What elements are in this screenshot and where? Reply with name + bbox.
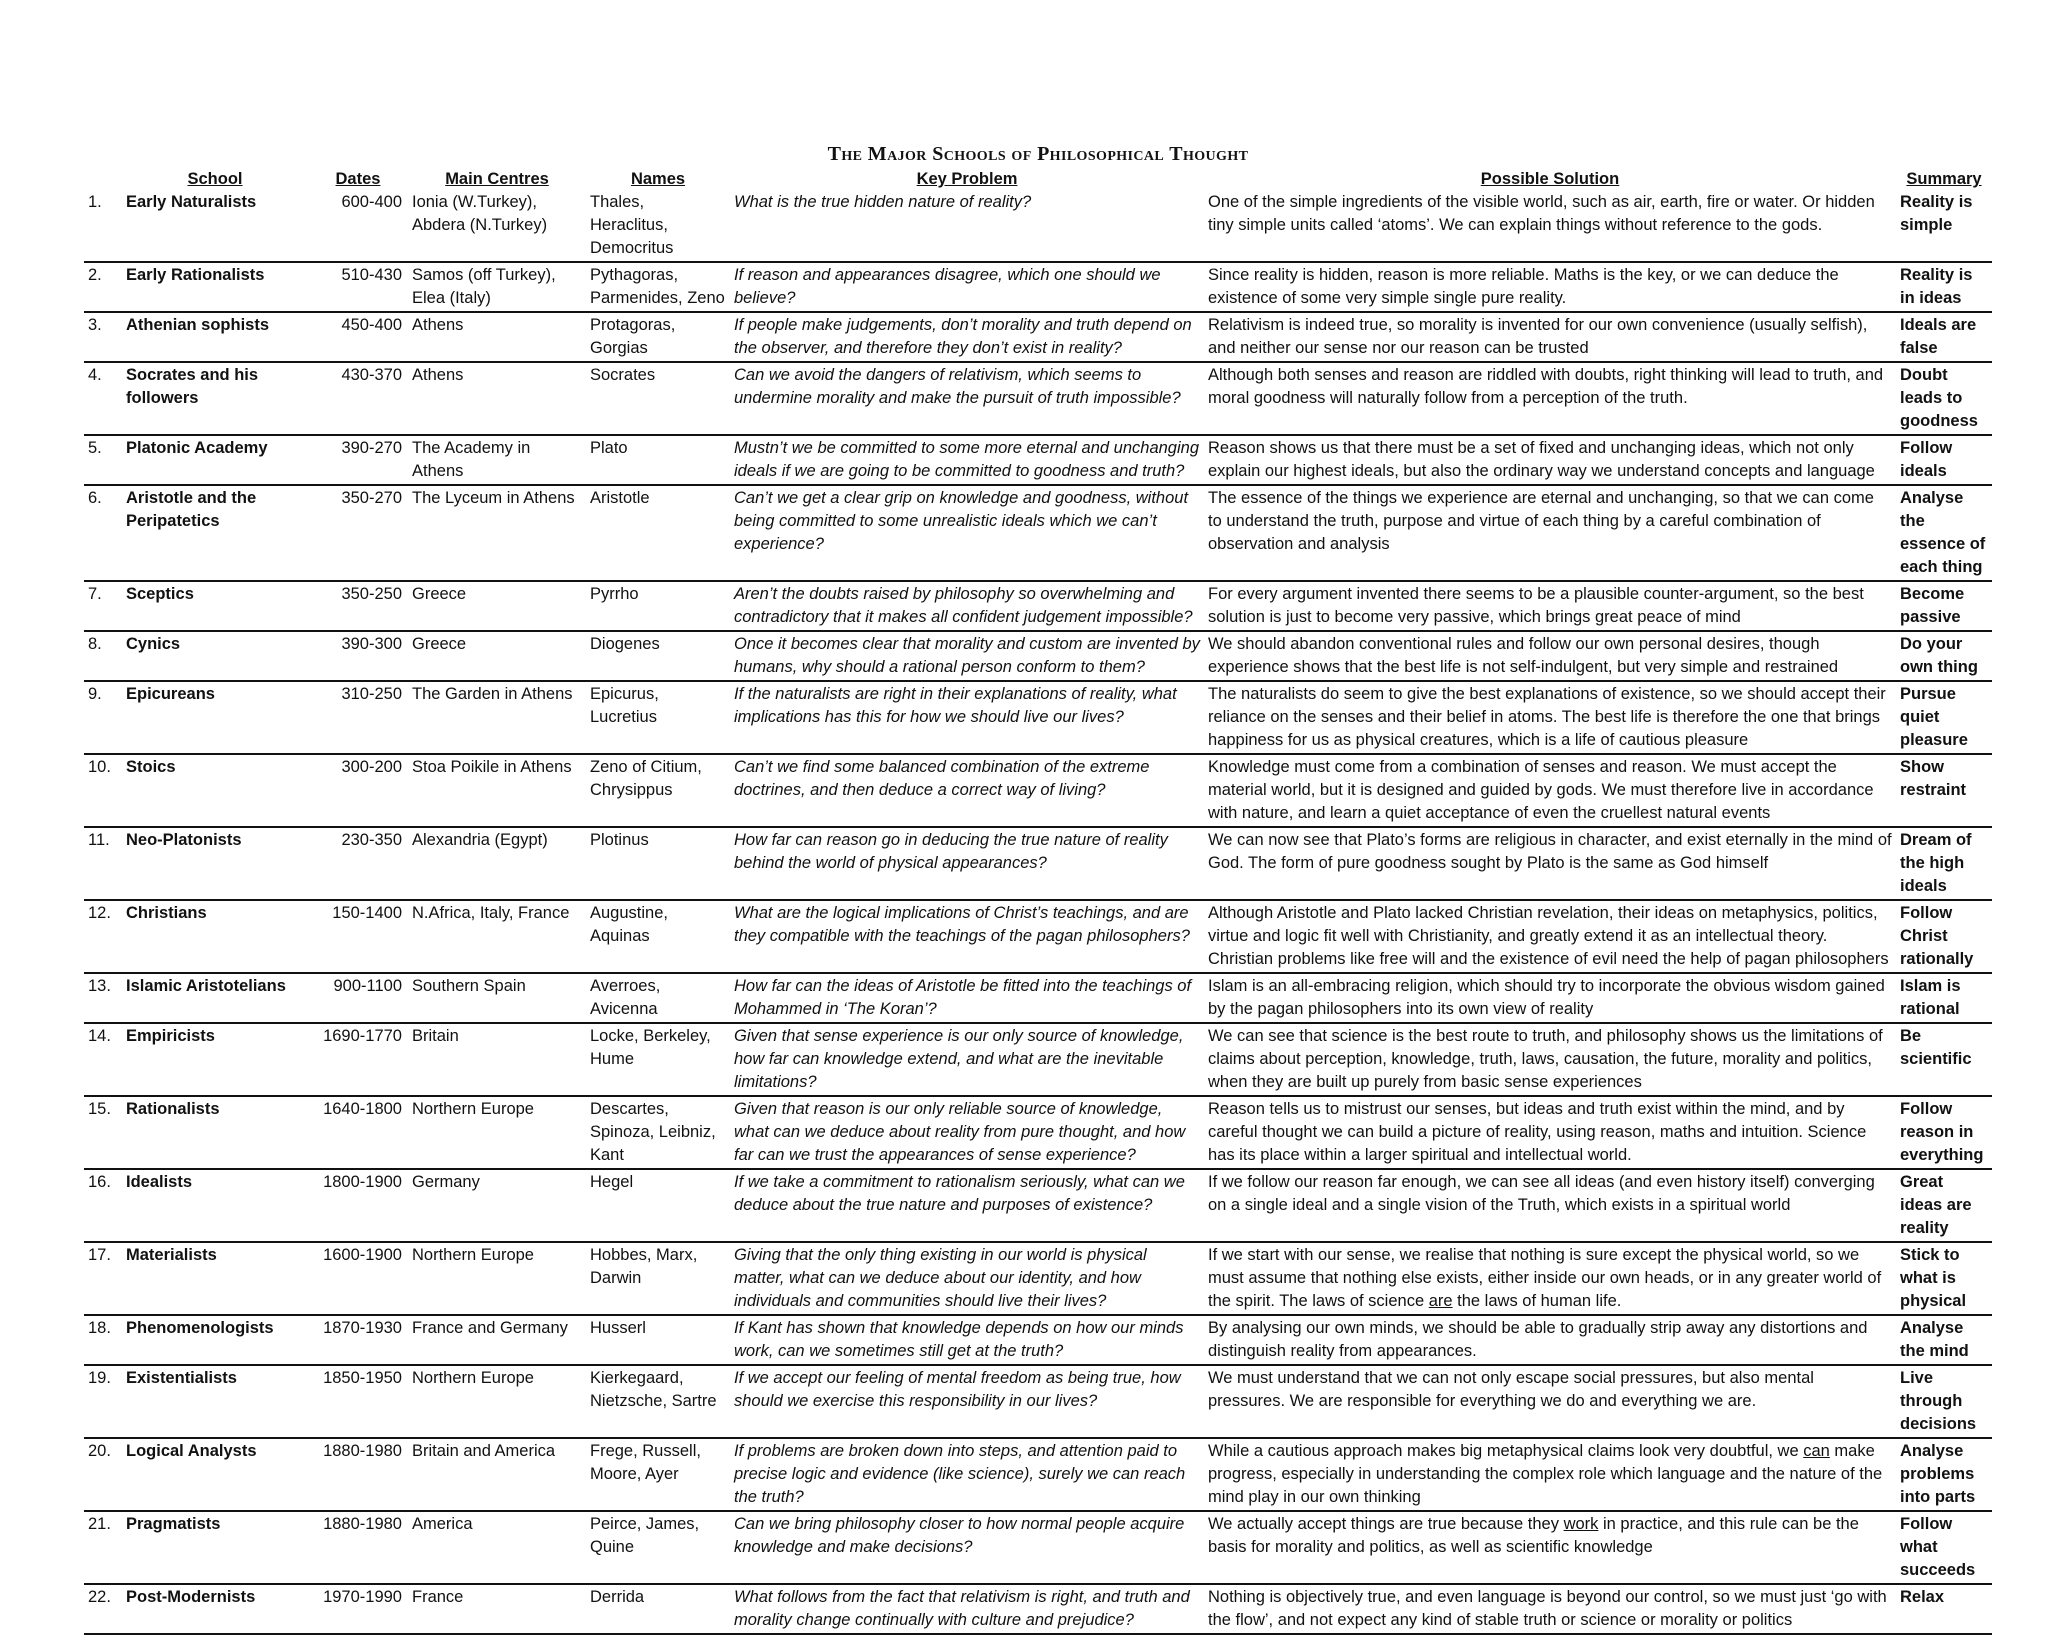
- solution-text: If we start with our sense, we realise that nothing is sure except the physical world, so we must assume that nothing else exists, either inside our own heads, or in any greater world of the spirit. The laws of science: [1208, 1246, 1882, 1310]
- names-cell: Averroes, Avicenna: [590, 977, 661, 1018]
- dates-cell: 900-1100: [333, 977, 402, 995]
- names-cell: Augustine, Aquinas: [590, 904, 668, 945]
- table-row: [84, 1096, 1992, 1169]
- problem-cell: Can’t we get a clear grip on knowledge and goodness, without being committed to some unrealistic ideals which we can’t experience?: [734, 489, 1189, 553]
- names-cell: Diogenes: [590, 635, 660, 653]
- row-number: 8.: [88, 635, 102, 653]
- names-cell: Peirce, James, Quine: [590, 1515, 700, 1556]
- row-number: 21.: [88, 1515, 111, 1533]
- names-cell: Protagoras, Gorgias: [590, 316, 676, 357]
- table-row: [84, 1365, 1992, 1438]
- solution-text: in practice, and this rule can be the basis for morality and politics, as well as scientific knowledge: [1208, 1515, 1859, 1556]
- table-row: [84, 435, 1992, 485]
- summary-cell: Become passive: [1900, 585, 1965, 626]
- dates-cell: 1800-1900: [323, 1173, 402, 1191]
- summary-cell: Analyse the essence of each thing: [1900, 489, 1986, 576]
- summary-cell: Reality is simple: [1900, 193, 1973, 234]
- names-cell: Plotinus: [590, 831, 649, 849]
- problem-cell: Can’t we find some balanced combination of the extreme doctrines, and then deduce a correct way of living?: [734, 758, 1150, 799]
- dates-cell: 350-250: [341, 585, 402, 603]
- problem-cell: What follows from the fact that relativism is right, and truth and morality change continually with culture and prejudice?: [734, 1588, 1190, 1629]
- dates-cell: 600-400: [341, 193, 402, 211]
- dates-cell: 1970-1990: [323, 1588, 402, 1606]
- summary-cell: Islam is rational: [1900, 977, 1961, 1018]
- problem-cell: If people make judgements, don’t morality and truth depend on the observer, and therefore they don’t exist in reality?: [734, 316, 1192, 357]
- dates-cell: 1850-1950: [323, 1369, 402, 1387]
- centres-cell: Northern Europe: [412, 1100, 534, 1118]
- summary-cell: Relax: [1900, 1588, 1945, 1606]
- names-cell: Husserl: [590, 1319, 646, 1337]
- row-number: 13.: [88, 977, 111, 995]
- row-number: 6.: [88, 489, 102, 507]
- school-cell: Epicureans: [126, 685, 215, 703]
- table-row: [84, 900, 1992, 973]
- centres-cell: France and Germany: [412, 1319, 568, 1337]
- dates-cell: 1600-1900: [323, 1246, 402, 1264]
- school-cell: Idealists: [126, 1173, 193, 1191]
- school-cell: Early Naturalists: [126, 193, 257, 211]
- school-cell: Cynics: [126, 635, 181, 653]
- table-row: [84, 631, 1992, 681]
- solution-underlined: work: [1563, 1515, 1599, 1533]
- school-cell: Athenian sophists: [126, 316, 270, 334]
- centres-cell: Ionia (W.Turkey), Abdera (N.Turkey): [412, 193, 548, 234]
- school-cell: Socrates and his followers: [126, 366, 259, 407]
- centres-cell: Athens: [412, 366, 464, 384]
- solution-cell: We should abandon conventional rules and follow our own personal desires, though experience shows that the best life is not self-indulgent, but very simple and restrained: [1208, 635, 1839, 676]
- school-cell: Early Rationalists: [126, 266, 265, 284]
- table-row: [84, 754, 1992, 827]
- problem-cell: If reason and appearances disagree, which one should we believe?: [734, 266, 1161, 307]
- row-number: 5.: [88, 439, 102, 457]
- solution-cell: We must understand that we can not only escape social pressures, but also mental pressures. We are responsible for everything we do and everything we are.: [1208, 1369, 1814, 1410]
- row-number: 10.: [88, 758, 111, 776]
- school-cell: Stoics: [126, 758, 176, 776]
- dates-cell: 230-350: [341, 831, 402, 849]
- summary-cell: Stick to what is physical: [1900, 1246, 1967, 1310]
- solution-cell: Relativism is indeed true, so morality is invented for our own convenience (usually selfish), and neither our sense nor our reason can be trusted: [1208, 316, 1868, 357]
- table-row: [84, 581, 1992, 631]
- dates-cell: 350-270: [341, 489, 402, 507]
- dates-cell: 390-300: [341, 635, 402, 653]
- problem-cell: What are the logical implications of Christ’s teachings, and are they compatible with the teachings of the pagan philosophers?: [734, 904, 1190, 945]
- solution-underlined: are: [1428, 1292, 1453, 1310]
- names-cell: Pyrrho: [590, 585, 639, 603]
- centres-cell: Southern Spain: [412, 977, 526, 995]
- table-row: [84, 827, 1992, 900]
- row-number: 15.: [88, 1100, 111, 1118]
- dates-cell: 1870-1930: [323, 1319, 402, 1337]
- centres-cell: The Academy in Athens: [412, 439, 531, 480]
- centres-cell: The Lyceum in Athens: [412, 489, 575, 507]
- dates-cell: 510-430: [341, 266, 402, 284]
- problem-cell: Once it becomes clear that morality and custom are invented by humans, why should a rational person conform to them?: [734, 635, 1200, 676]
- row-number: 9.: [88, 685, 102, 703]
- row-number: 12.: [88, 904, 111, 922]
- school-cell: Neo-Platonists: [126, 831, 242, 849]
- summary-cell: Follow reason in everything: [1900, 1100, 1984, 1164]
- row-number: 1.: [88, 193, 102, 211]
- solution-text: make progress, especially in understanding the complex role which language and the nature of the mind play in our own thinking: [1208, 1442, 1883, 1506]
- table-row: [84, 485, 1992, 581]
- problem-cell: Given that sense experience is our only source of knowledge, how far can knowledge extend, and what are the inevitable limitations?: [734, 1027, 1184, 1091]
- summary-cell: Live through decisions: [1900, 1369, 1977, 1433]
- solution-cell: Reason shows us that there must be a set of fixed and unchanging ideas, which not only explain our highest ideals, but also the ordinary way we understand concepts and language: [1208, 439, 1875, 480]
- problem-cell: If we accept our feeling of mental freedom as being true, how should we exercise this responsibility in our lives?: [734, 1369, 1181, 1410]
- header-centres: Main Centres: [445, 170, 549, 188]
- names-cell: Kierkegaard, Nietzsche, Sartre: [590, 1369, 717, 1410]
- names-cell: Locke, Berkeley, Hume: [590, 1027, 711, 1068]
- problem-cell: What is the true hidden nature of reality?: [734, 193, 1032, 211]
- problem-cell: Given that reason is our only reliable source of knowledge, what can we deduce about reality from pure thought, and how far can we trust the appearances of sense experience?: [734, 1100, 1186, 1164]
- solution-cell: By analysing our own minds, we should be able to gradually strip away any distortions and distinguish reality from appearances.: [1208, 1319, 1868, 1360]
- table-row: [84, 1169, 1992, 1242]
- solution-text: While a cautious approach makes big metaphysical claims look very doubtful, we: [1208, 1442, 1804, 1460]
- solution-cell: We can see that science is the best route to truth, and philosophy shows us the limitations of claims about perception, knowledge, truth, laws, causation, the future, morality and politics, when they are built up purely from basic sense experiences: [1208, 1027, 1883, 1091]
- solution-cell: One of the simple ingredients of the visible world, such as air, earth, fire or water. Or hidden tiny simple units called ‘atoms’. We can explain things without reference to the gods.: [1208, 193, 1875, 234]
- solution-cell: If we follow our reason far enough, we can see all ideas (and even history itself) converging on a single ideal and a single vision of the Truth, which exists in a spiritual world: [1208, 1173, 1875, 1214]
- solution-text: the laws of human life.: [1452, 1292, 1622, 1310]
- centres-cell: Germany: [412, 1173, 480, 1191]
- summary-cell: Doubt leads to goodness: [1900, 366, 1978, 430]
- problem-cell: Can we avoid the dangers of relativism, which seems to undermine morality and make the pursuit of truth impossible?: [734, 366, 1181, 407]
- row-number: 19.: [88, 1369, 111, 1387]
- problem-cell: If we take a commitment to rationalism seriously, what can we deduce about the true nature and purposes of existence?: [734, 1173, 1185, 1214]
- dates-cell: 310-250: [341, 685, 402, 703]
- table-row: [84, 681, 1992, 754]
- solution-cell: We can now see that Plato’s forms are religious in character, and exist eternally in the mind of God. The form of pure goodness sought by Plato is the same as God himself: [1208, 831, 1892, 872]
- table-row: [84, 312, 1992, 362]
- names-cell: Aristotle: [590, 489, 650, 507]
- row-number: 2.: [88, 266, 102, 284]
- summary-cell: Follow ideals: [1900, 439, 1953, 480]
- problem-cell: Mustn’t we be committed to some more eternal and unchanging ideals if we are going to be committed to goodness and truth?: [734, 439, 1199, 480]
- school-cell: Post-Modernists: [126, 1588, 256, 1606]
- names-cell: Zeno of Citium, Chrysippus: [590, 758, 702, 799]
- table-row: [84, 262, 1992, 312]
- problem-cell: How far can reason go in deducing the true nature of reality behind the world of physical appearances?: [734, 831, 1168, 872]
- header-num: [84, 168, 122, 190]
- header-solution: Possible Solution: [1480, 170, 1620, 188]
- document-page: [84, 140, 1992, 1635]
- solution-cell: Since reality is hidden, reason is more reliable. Maths is the key, or we can deduce the existence of some very simple single pure reality.: [1208, 266, 1839, 307]
- centres-cell: Samos (off Turkey), Elea (Italy): [412, 266, 556, 307]
- dates-cell: 1880-1980: [323, 1515, 402, 1533]
- centres-cell: Stoa Poikile in Athens: [412, 758, 572, 776]
- solution-cell: Islam is an all-embracing religion, which should try to incorporate the obvious wisdom gained by the pagan philosophers into its own view of reality: [1208, 977, 1885, 1018]
- header-dates: Dates: [335, 170, 381, 188]
- centres-cell: America: [412, 1515, 473, 1533]
- table-header: [84, 168, 1992, 190]
- solution-cell: [1204, 1438, 1896, 1511]
- row-number: 16.: [88, 1173, 111, 1191]
- school-cell: Pragmatists: [126, 1515, 221, 1533]
- school-cell: Aristotle and the Peripatetics: [126, 489, 257, 530]
- centres-cell: Northern Europe: [412, 1369, 534, 1387]
- table-row: [84, 973, 1992, 1023]
- solution-cell: Although Aristotle and Plato lacked Christian revelation, their ideas on metaphysics, politics, virtue and logic fit well with Christianity, and greatly extend it as an intellectual theory. Christian problems like free will and the existence of evil need the help of pagan philosophers: [1208, 904, 1889, 968]
- centres-cell: France: [412, 1588, 464, 1606]
- row-number: 3.: [88, 316, 102, 334]
- centres-cell: The Garden in Athens: [412, 685, 573, 703]
- school-cell: Rationalists: [126, 1100, 220, 1118]
- row-number: 14.: [88, 1027, 111, 1045]
- problem-cell: If Kant has shown that knowledge depends on how our minds work, can we sometimes still get at the truth?: [734, 1319, 1184, 1360]
- solution-cell: Although both senses and reason are riddled with doubts, right thinking will lead to truth, and moral goodness will naturally follow from a perception of the truth.: [1208, 366, 1884, 407]
- names-cell: Derrida: [590, 1588, 645, 1606]
- table-row: [84, 1511, 1992, 1584]
- dates-cell: 450-400: [341, 316, 402, 334]
- summary-cell: Follow Christ rationally: [1900, 904, 1974, 968]
- centres-cell: Greece: [412, 635, 467, 653]
- solution-cell: [1204, 1242, 1896, 1315]
- summary-cell: Analyse problems into parts: [1900, 1442, 1976, 1506]
- dates-cell: 1640-1800: [323, 1100, 402, 1118]
- dates-cell: 1880-1980: [323, 1442, 402, 1460]
- names-cell: Socrates: [590, 366, 656, 384]
- summary-cell: Reality is in ideas: [1900, 266, 1973, 307]
- solution-cell: For every argument invented there seems to be a plausible counter-argument, so the best solution is just to become very passive, which brings great peace of mind: [1208, 585, 1864, 626]
- table-row: [84, 1315, 1992, 1365]
- names-cell: Plato: [590, 439, 628, 457]
- problem-cell: If the naturalists are right in their explanations of reality, what implications has this for how we should live our lives?: [734, 685, 1177, 726]
- document-title: The Major Schools of Philosophical Thought: [827, 143, 1249, 165]
- dates-cell: 390-270: [341, 439, 402, 457]
- header-problem: Key Problem: [916, 170, 1018, 188]
- table-row: [84, 1584, 1992, 1634]
- dates-cell: 150-1400: [332, 904, 402, 922]
- solution-cell: The naturalists do seem to give the best explanations of existence, so we should accept their reliance on the senses and their belief in atoms. The best life is therefore the one that brings happiness for us as physical creatures, which is a life of cautious pleasure: [1208, 685, 1886, 749]
- names-cell: Thales, Heraclitus, Democritus: [590, 193, 674, 257]
- centres-cell: Alexandria (Egypt): [412, 831, 548, 849]
- school-cell: Logical Analysts: [126, 1442, 257, 1460]
- table-row: [84, 362, 1992, 435]
- centres-cell: Greece: [412, 585, 467, 603]
- header-names: Names: [630, 170, 686, 188]
- dates-cell: 1690-1770: [323, 1027, 402, 1045]
- centres-cell: Athens: [412, 316, 464, 334]
- solution-text: We actually accept things are true because they: [1208, 1515, 1564, 1533]
- school-cell: Platonic Academy: [126, 439, 268, 457]
- summary-cell: Great ideas are reality: [1900, 1173, 1972, 1237]
- table-row: [84, 1023, 1992, 1096]
- summary-cell: Pursue quiet pleasure: [1900, 685, 1968, 749]
- names-cell: Hobbes, Marx, Darwin: [590, 1246, 698, 1287]
- centres-cell: N.Africa, Italy, France: [412, 904, 570, 922]
- school-cell: Existentialists: [126, 1369, 237, 1387]
- summary-cell: Ideals are false: [1900, 316, 1977, 357]
- school-cell: Phenomenologists: [126, 1319, 274, 1337]
- problem-cell: Giving that the only thing existing in our world is physical matter, what can we deduce about our identity, and how individuals and communities should live their lives?: [734, 1246, 1147, 1310]
- summary-cell: Be scientific: [1900, 1027, 1972, 1068]
- header-summary: Summary: [1906, 170, 1982, 188]
- problem-cell: Aren’t the doubts raised by philosophy so overwhelming and contradictory that it makes all confident judgement impossible?: [734, 585, 1193, 626]
- table-row: [84, 1438, 1992, 1511]
- school-cell: Empiricists: [126, 1027, 215, 1045]
- row-number: 4.: [88, 366, 102, 384]
- summary-cell: Do your own thing: [1900, 635, 1978, 676]
- centres-cell: Britain and America: [412, 1442, 556, 1460]
- table-row: [84, 190, 1992, 262]
- names-cell: Epicurus, Lucretius: [590, 685, 659, 726]
- school-cell: Sceptics: [126, 585, 194, 603]
- centres-cell: Northern Europe: [412, 1246, 534, 1264]
- row-number: 22.: [88, 1588, 111, 1606]
- centres-cell: Britain: [412, 1027, 459, 1045]
- header-school: School: [187, 170, 243, 188]
- problem-cell: Can we bring philosophy closer to how normal people acquire knowledge and make decisions?: [734, 1515, 1185, 1556]
- row-number: 7.: [88, 585, 102, 603]
- dates-cell: 430-370: [341, 366, 402, 384]
- solution-cell: Knowledge must come from a combination of senses and reason. We must accept the material world, but it is designed and guided by gods. We must therefore live in accordance with nature, and learn a quiet acceptance of even the cruellest natural events: [1208, 758, 1874, 822]
- summary-cell: Analyse the mind: [1900, 1319, 1969, 1360]
- names-cell: Frege, Russell, Moore, Ayer: [590, 1442, 701, 1483]
- philosophy-table: [84, 168, 1992, 1635]
- problem-cell: How far can the ideas of Aristotle be fitted into the teachings of Mohammed in ‘The Koran’?: [734, 977, 1192, 1018]
- row-number: 11.: [88, 831, 110, 849]
- school-cell: Christians: [126, 904, 207, 922]
- table-body: [84, 190, 1992, 1634]
- solution-cell: Reason tells us to mistrust our senses, but ideas and truth exist within the mind, and by careful thought we can build a picture of reality, using reason, maths and intuition. Science has its place within a larger spiritual and intellectual world.: [1208, 1100, 1867, 1164]
- problem-cell: If problems are broken down into steps, and attention paid to precise logic and evidence (like science), surely we can reach the truth?: [734, 1442, 1186, 1506]
- summary-cell: Dream of the high ideals: [1900, 831, 1972, 895]
- solution-cell: Nothing is objectively true, and even language is beyond our control, so we must just ‘go with the flow’, and not expect any kind of stable truth or science or morality or politics: [1208, 1588, 1887, 1629]
- table-row: [84, 1242, 1992, 1315]
- solution-cell: The essence of the things we experience are eternal and unchanging, so that we can come to understand the truth, purpose and virtue of each thing by a careful combination of observation and analysis: [1208, 489, 1874, 553]
- solution-cell: [1204, 1511, 1896, 1584]
- school-cell: Materialists: [126, 1246, 217, 1264]
- dates-cell: 300-200: [341, 758, 402, 776]
- summary-cell: Follow what succeeds: [1900, 1515, 1976, 1579]
- solution-underlined: can: [1803, 1442, 1830, 1460]
- school-cell: Islamic Aristotelians: [126, 977, 286, 995]
- row-number: 18.: [88, 1319, 111, 1337]
- names-cell: Hegel: [590, 1173, 634, 1191]
- row-number: 20.: [88, 1442, 111, 1460]
- names-cell: Pythagoras, Parmenides, Zeno: [590, 266, 725, 307]
- summary-cell: Show restraint: [1900, 758, 1967, 799]
- row-number: 17.: [88, 1246, 111, 1264]
- names-cell: Descartes, Spinoza, Leibniz, Kant: [590, 1100, 716, 1164]
